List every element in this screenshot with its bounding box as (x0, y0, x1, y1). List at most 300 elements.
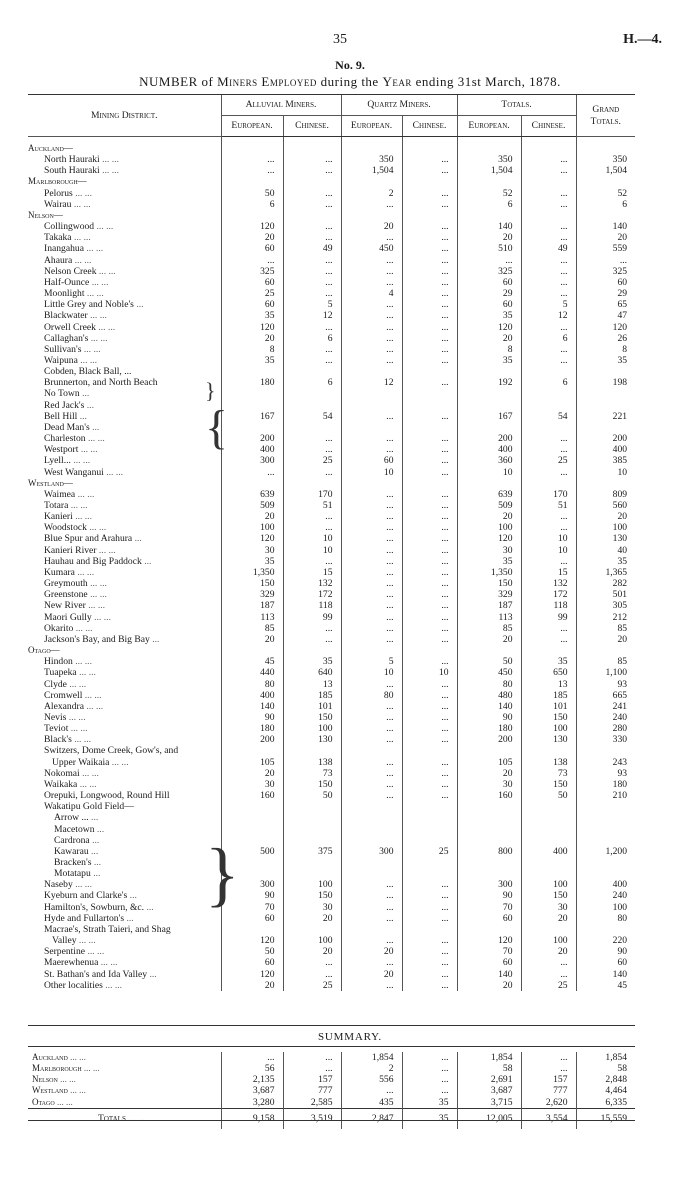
value-cell: ... (402, 355, 457, 366)
district-name (28, 712, 221, 723)
value-cell: 221 (576, 411, 635, 422)
value-cell: 187 (457, 600, 521, 611)
district-label: Waipuna (44, 354, 78, 366)
value-cell: 2,848 (576, 1074, 635, 1085)
value-cell: ... (521, 634, 576, 645)
value-cell: 1,854 (457, 1052, 521, 1063)
value-cell (341, 143, 402, 154)
value-cell: ... (402, 310, 457, 321)
district-name (28, 522, 221, 533)
value-cell: 300 (221, 455, 283, 466)
value-cell: 30 (457, 779, 521, 790)
value-cell: 45 (576, 980, 635, 991)
district-group-label: Marlborough— (28, 176, 87, 187)
value-cell (221, 812, 283, 823)
value-cell (576, 924, 635, 935)
value-cell (341, 801, 402, 812)
value-cell: ... (402, 946, 457, 957)
value-cell: ... (521, 188, 576, 199)
header-european: European. (221, 116, 283, 137)
value-cell: 400 (221, 690, 283, 701)
value-cell: 140 (457, 969, 521, 980)
value-cell: 105 (221, 757, 283, 768)
table-row (28, 589, 635, 600)
value-cell: 5 (341, 656, 402, 667)
value-cell: ... (402, 444, 457, 455)
value-cell: ... (521, 288, 576, 299)
value-cell: ... (402, 533, 457, 544)
header-alluvial: Alluvial Miners. (221, 95, 341, 116)
value-cell: 1,854 (341, 1052, 402, 1063)
district-label: New River (44, 600, 86, 612)
table-row (28, 277, 635, 288)
leader-dots: ... ... (70, 1052, 86, 1062)
value-cell: 360 (457, 455, 521, 466)
table-row (28, 567, 635, 578)
brace-icon: } (205, 834, 240, 914)
leader-dots: ... ... (73, 232, 91, 244)
leader-dots: ... ... (106, 466, 124, 478)
value-cell (576, 835, 635, 846)
district-name (28, 868, 221, 879)
leader-dots: ... (152, 633, 160, 645)
value-cell: ... (341, 322, 402, 333)
value-cell: ... (341, 545, 402, 556)
value-cell: 60 (221, 277, 283, 288)
value-cell: 50 (283, 790, 341, 801)
value-cell (521, 824, 576, 835)
value-cell (576, 745, 635, 756)
value-cell (457, 924, 521, 935)
district-name (28, 745, 221, 756)
value-cell: ... (341, 411, 402, 422)
value-cell: 58 (576, 1063, 635, 1074)
value-cell: 26 (576, 333, 635, 344)
value-cell: 5 (283, 299, 341, 310)
table-row (28, 455, 635, 466)
district-group-label: Otago— (28, 645, 60, 656)
value-cell: 450 (457, 667, 521, 678)
value-cell: 10 (341, 467, 402, 478)
district-name (28, 366, 221, 377)
district-label: Bracken's (54, 857, 92, 868)
value-cell: 212 (576, 612, 635, 623)
value-cell: 35 (521, 656, 576, 667)
district-name (28, 455, 221, 466)
table-row (28, 879, 635, 890)
district-label: Dead Man's (44, 421, 90, 433)
value-cell (457, 388, 521, 399)
district-name (28, 679, 221, 690)
leader-dots: ... (96, 823, 105, 835)
value-cell (521, 422, 576, 433)
value-cell: ... (341, 355, 402, 366)
leader-dots: ... ... (90, 589, 107, 601)
table-row (28, 333, 635, 344)
value-cell: ... (283, 1052, 341, 1063)
value-cell: 60 (341, 455, 402, 466)
value-cell: 120 (576, 322, 635, 333)
value-cell: 60 (576, 957, 635, 968)
value-cell: 10 (457, 467, 521, 478)
value-cell: 50 (521, 790, 576, 801)
district-group-label: Auckland— (28, 143, 73, 153)
value-cell: 35 (576, 355, 635, 366)
value-cell: ... (402, 935, 457, 946)
header-mining-district: Mining District. (28, 95, 221, 137)
value-cell: ... (341, 757, 402, 768)
value-cell: 650 (521, 667, 576, 678)
district-name (28, 946, 221, 957)
leader-dots: ... (93, 868, 101, 880)
leader-dots: ... (129, 890, 137, 902)
district-name (28, 935, 221, 946)
value-cell: 300 (221, 879, 283, 890)
value-cell: 20 (341, 969, 402, 980)
table-row (28, 266, 635, 277)
value-cell: 3,687 (221, 1085, 283, 1096)
district-label: Red Jack's (44, 399, 85, 411)
table-row (28, 221, 635, 232)
value-cell: 1,350 (457, 567, 521, 578)
value-cell (283, 745, 341, 756)
district-label: Macrae's, Strath Taieri, and Shag (44, 923, 171, 935)
header-quartz: Quartz Miners. (341, 95, 457, 116)
district-label: Half-Ounce (44, 276, 90, 288)
value-cell: ... (283, 969, 341, 980)
leader-dots: ... ... (77, 566, 95, 578)
district-label: Orepuki, Longwood, Round Hill (44, 790, 170, 802)
value-cell: ... (402, 913, 457, 924)
value-cell (457, 400, 521, 411)
leader-dots: ... ... (73, 198, 91, 210)
totals-text: Totals (98, 1113, 126, 1125)
leader-dots: ... ... (69, 678, 87, 690)
value-cell: ... (521, 344, 576, 355)
value-cell (402, 745, 457, 756)
value-cell (402, 924, 457, 935)
leader-dots: ... ... (74, 734, 92, 746)
value-cell: ... (283, 221, 341, 232)
table-row (28, 656, 635, 667)
value-cell: 435 (341, 1097, 402, 1109)
table-row (28, 734, 635, 745)
value-cell: 1,200 (576, 846, 635, 857)
district-label: Alexandra (44, 700, 84, 712)
value-cell: 400 (221, 444, 283, 455)
value-cell (221, 924, 283, 935)
value-cell: 93 (576, 679, 635, 690)
value-cell (402, 366, 457, 377)
value-cell: ... (457, 255, 521, 266)
value-cell: ... (341, 623, 402, 634)
table-row (28, 533, 635, 544)
value-cell: ... (402, 1074, 457, 1085)
value-cell: 120 (221, 969, 283, 980)
total-value-cell: 9,158 (221, 1108, 283, 1129)
value-cell: 65 (576, 299, 635, 310)
leader-dots: ... ... (91, 276, 109, 288)
table-row (28, 578, 635, 589)
table-row (28, 422, 635, 433)
value-cell: 6 (283, 377, 341, 388)
district-name (28, 890, 221, 901)
district-name (28, 243, 221, 254)
district-name (28, 299, 221, 310)
value-cell (341, 812, 402, 823)
table-row (28, 667, 635, 678)
district-label: Tuapeka (44, 667, 77, 679)
value-cell (576, 143, 635, 154)
value-cell: 20 (521, 913, 576, 924)
value-cell: ... (283, 232, 341, 243)
leader-dots: ... (82, 388, 90, 400)
district-label: Hyde and Fullarton's (44, 912, 125, 924)
value-cell: 20 (283, 946, 341, 957)
value-cell: ... (521, 522, 576, 533)
value-cell: ... (283, 957, 341, 968)
value-cell: 30 (521, 902, 576, 913)
value-cell (457, 176, 521, 187)
value-cell (283, 835, 341, 846)
value-cell (457, 745, 521, 756)
value-cell (576, 422, 635, 433)
leader-dots: ... ... (102, 165, 119, 177)
value-cell (521, 812, 576, 823)
value-cell: 100 (576, 522, 635, 533)
district-label: Hamilton's, Sowburn, &c. (44, 901, 145, 913)
leader-dots: ... ... (90, 332, 108, 344)
header-chinese: Chinese. (521, 116, 576, 137)
value-cell: 120 (221, 322, 283, 333)
value-cell: 100 (221, 522, 283, 533)
table-row (28, 243, 635, 254)
leader-dots: ... ... (77, 488, 95, 500)
value-cell (402, 824, 457, 835)
value-cell: 200 (221, 734, 283, 745)
table-row (28, 188, 635, 199)
value-cell: ... (402, 545, 457, 556)
value-cell (457, 143, 521, 154)
value-cell (521, 400, 576, 411)
value-cell: 2 (341, 188, 402, 199)
value-cell: ... (402, 690, 457, 701)
value-cell: 105 (457, 757, 521, 768)
value-cell: 1,504 (457, 165, 521, 176)
value-cell: 10 (576, 467, 635, 478)
value-cell: 20 (576, 634, 635, 645)
value-cell: 6 (521, 377, 576, 388)
value-cell: ... (402, 1052, 457, 1063)
table-row (28, 824, 635, 835)
value-cell: 25 (283, 455, 341, 466)
table-row (28, 857, 635, 868)
value-cell: ... (283, 444, 341, 455)
value-cell: ... (341, 511, 402, 522)
value-cell: ... (402, 344, 457, 355)
table-row (28, 935, 635, 946)
value-cell (576, 857, 635, 868)
district-label: Arrow ... (54, 812, 89, 824)
district-name (28, 723, 221, 734)
value-cell: 47 (576, 310, 635, 321)
table-row (28, 835, 635, 846)
district-label: North Hauraki (44, 154, 100, 166)
table-row (28, 846, 635, 857)
value-cell: 1,100 (576, 667, 635, 678)
value-cell (221, 478, 283, 489)
district-label: Serpentine (44, 946, 86, 958)
value-cell: ... (341, 232, 402, 243)
value-cell: ... (221, 154, 283, 165)
district-name (28, 846, 221, 857)
value-cell: 325 (457, 266, 521, 277)
value-cell: ... (402, 522, 457, 533)
value-cell: 120 (457, 322, 521, 333)
value-cell: ... (341, 578, 402, 589)
value-cell (402, 400, 457, 411)
table-row (28, 712, 635, 723)
leader-dots: ... ... (128, 1113, 146, 1125)
value-cell (521, 210, 576, 221)
value-cell (283, 388, 341, 399)
district-label: Nevis (44, 711, 67, 723)
value-cell: 130 (521, 734, 576, 745)
value-cell: ... (521, 154, 576, 165)
value-cell: ... (341, 890, 402, 901)
value-cell: 100 (457, 522, 521, 533)
district-name (28, 188, 221, 199)
leader-dots: ... ... (94, 611, 111, 623)
district-group-row (28, 176, 635, 187)
value-cell: 150 (521, 779, 576, 790)
value-cell: 140 (457, 701, 521, 712)
value-cell: ... (402, 723, 457, 734)
value-cell: ... (341, 433, 402, 444)
value-cell (576, 400, 635, 411)
leader-dots: ... ... (70, 1085, 86, 1096)
district-name (28, 388, 221, 399)
value-cell: 450 (341, 243, 402, 254)
value-cell (402, 143, 457, 154)
value-cell: 85 (221, 623, 283, 634)
district-name (28, 511, 221, 522)
value-cell: ... (283, 511, 341, 522)
value-cell: ... (283, 522, 341, 533)
value-cell: 15 (283, 567, 341, 578)
value-cell: ... (402, 712, 457, 723)
district-name (28, 835, 221, 846)
value-cell: 35 (457, 310, 521, 321)
leader-dots: ... ... (83, 1063, 100, 1074)
table-row (28, 790, 635, 801)
value-cell: ... (341, 701, 402, 712)
value-cell (576, 366, 635, 377)
value-cell: ... (402, 1063, 457, 1074)
value-cell: ... (402, 221, 457, 232)
value-cell: 2,135 (221, 1074, 283, 1085)
value-cell: 6 (457, 199, 521, 210)
value-cell: 500 (221, 846, 283, 857)
value-cell (457, 478, 521, 489)
value-cell: 150 (221, 578, 283, 589)
table-row (28, 154, 635, 165)
value-cell: 200 (576, 433, 635, 444)
district-label: Hindon (44, 656, 73, 668)
district-label: Kawarau (54, 845, 89, 857)
leader-dots: ... ... (79, 667, 96, 679)
value-cell: ... (341, 790, 402, 801)
district-label: Maerewhenua (44, 957, 99, 969)
value-cell: 50 (457, 656, 521, 667)
district-label: Teviot (44, 723, 69, 735)
value-cell (576, 210, 635, 221)
value-cell: 160 (457, 790, 521, 801)
value-cell: 170 (521, 489, 576, 500)
value-cell (576, 868, 635, 879)
value-cell: ... (402, 589, 457, 600)
value-cell: ... (402, 902, 457, 913)
value-cell: 73 (283, 768, 341, 779)
value-cell: 29 (457, 288, 521, 299)
summary-row (28, 1074, 635, 1085)
value-cell (402, 645, 457, 656)
district-name (28, 980, 221, 991)
district-name (28, 790, 221, 801)
value-cell: 240 (576, 890, 635, 901)
district-label: Callaghan's (44, 332, 89, 344)
value-cell: ... (341, 723, 402, 734)
district-label: West Wanganui (44, 466, 104, 478)
table-row (28, 701, 635, 712)
value-cell: 13 (521, 679, 576, 690)
value-cell: 30 (457, 545, 521, 556)
value-cell: 4,464 (576, 1085, 635, 1096)
leader-dots: ... (149, 968, 157, 980)
value-cell: 40 (576, 545, 635, 556)
value-cell: 350 (576, 154, 635, 165)
value-cell: ... (402, 879, 457, 890)
value-cell: 25 (521, 455, 576, 466)
value-cell: 20 (221, 980, 283, 991)
value-cell: 35 (221, 355, 283, 366)
district-label: Maori Gully (44, 611, 92, 623)
value-cell (457, 645, 521, 656)
district-label: Westport (44, 444, 79, 456)
value-cell: 25 (283, 980, 341, 991)
value-cell: 20 (221, 768, 283, 779)
table-row (28, 344, 635, 355)
value-cell: 10 (283, 545, 341, 556)
district-name (28, 656, 221, 667)
value-cell: 20 (521, 946, 576, 957)
district-label: Marlborough (32, 1063, 82, 1074)
value-cell: 1,365 (576, 567, 635, 578)
district-name (28, 734, 221, 745)
leader-dots: ... ... (88, 600, 106, 612)
leader-dots: ... ... (75, 511, 92, 523)
leader-dots: ... ... (74, 254, 92, 266)
table-row (28, 444, 635, 455)
summary-row (28, 1052, 635, 1063)
value-cell (283, 868, 341, 879)
leader-dots: ... ... (82, 767, 99, 779)
district-name (28, 288, 221, 299)
district-name (28, 667, 221, 678)
value-cell: 4 (341, 288, 402, 299)
value-cell (521, 143, 576, 154)
value-cell: 90 (457, 712, 521, 723)
